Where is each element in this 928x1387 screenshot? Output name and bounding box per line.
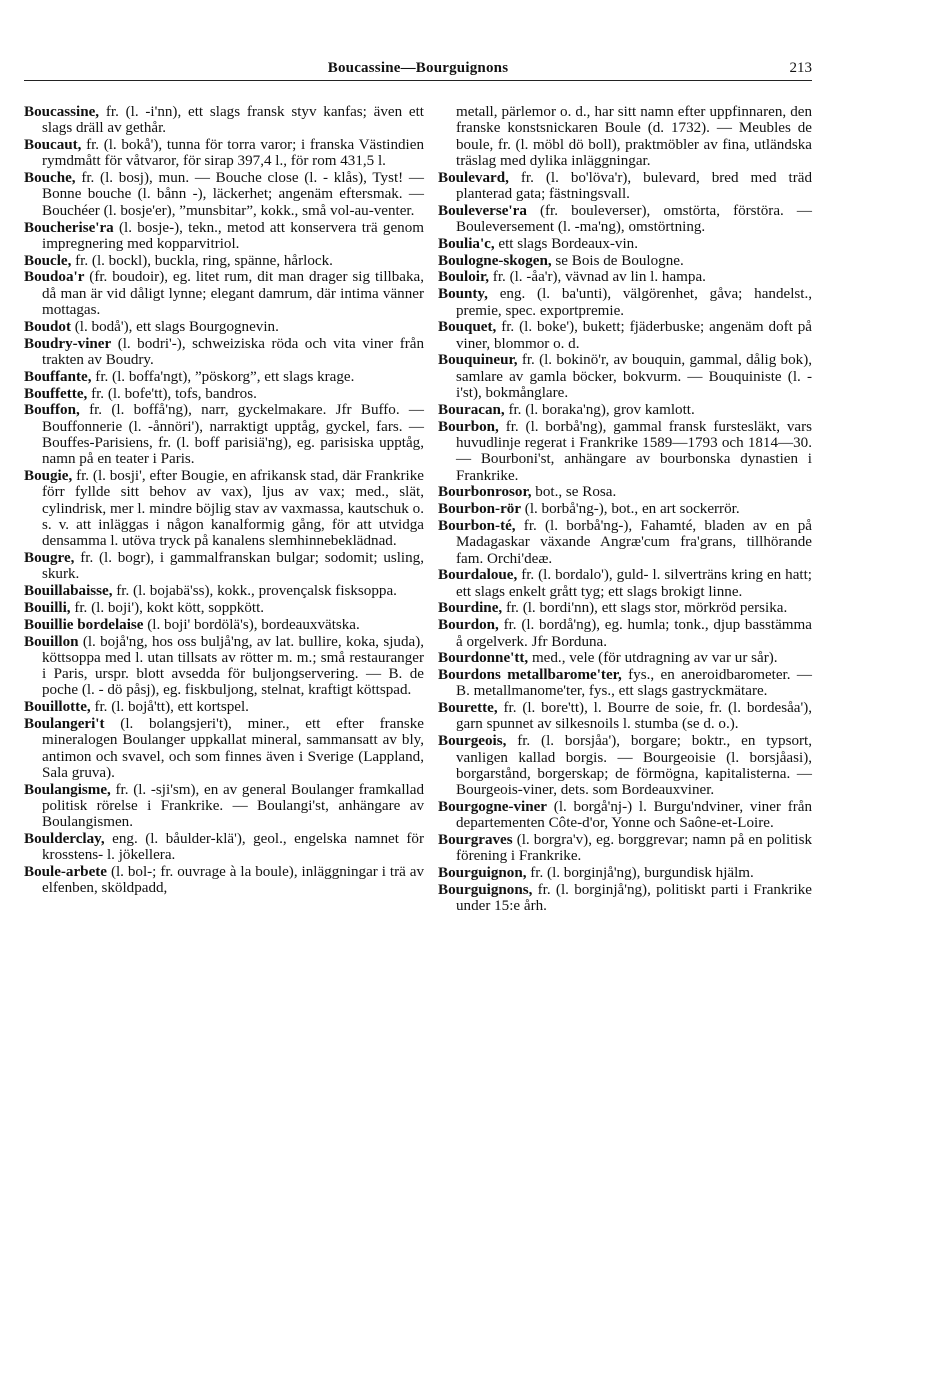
entry-headword: Bourgogne-viner [438,798,548,815]
entry-headword: Bouquineur, [438,352,518,369]
entry-definition: fr. (l. boji'), kokt kött, soppkött. [70,599,265,616]
entry-definition: (l. bolangsjeri't), miner., ett efter franske mineralogen Boulanger uppkallat mineral, sammansatt av bly, antimon och svavel, och som finnes även i Sverige (Lappland, Sala gruva). [42,715,424,781]
dictionary-entry [438,667,812,700]
entry-headword: Bourguignons, [438,881,533,898]
dictionary-entry [438,402,812,418]
entry-definition: fr. (l. bogr), i gammalfranskan bulgar; sodomit; usling, skurk. [42,550,424,583]
entry-definition: fr. (l. bore'tt), l. Bourre de soie, fr. (l. bordesåa'), garn spunnet av silkesnoils l. stumba (se d. o.). [456,700,812,733]
entry-definition: fr. (l. borginjå'ng), burgundisk hjälm. [526,865,754,882]
entry-headword: Bourette, [438,700,498,717]
entry-definition: fr. (l. -sji'sm), en av general Boulanger framkallad politisk rörelse i Frankrike. — Boulangi'st, anhängare av Boulangismen. [42,781,424,831]
entry-definition: (l. borbå'ng-), bot., en art sockerrör. [521,501,740,518]
dictionary-entry [24,104,424,137]
dictionary-entry [24,170,424,219]
entry-definition: fr. (l. bosji', efter Bougie, en afrikansk stad, där Frankrike förr fyllde sitt behov av vax), ljus av vax; med., slät, cylindrisk, mer l. mindre böjlig stav av vaxmassa, kautschuk o. s. v. att inläggas i någon kanalformig gång, för att utvidga densamma l. utöva tryck på kanalens slemhinnebeklädnad. [42,468,424,550]
dictionary-entry [438,567,812,600]
entry-headword: Boucaut, [24,137,82,154]
entry-definition: fr. (l. borbå'ng), gammal fransk furstesläkt, vars huvudlinje regerat i Frankrike 1589—1793 och 1814—30. — Bourboni'st, anhängare av bourbonska dynastien i Frankrike. [456,418,812,484]
entry-headword: Boulderclay, [24,831,105,848]
running-title: Boucassine—Bourguignons [327,60,509,76]
entry-definition: fr. (l. bosj), mun. — Bouche close (l. - klås), Tyst! — Bonne bouche (l. bånn -), läckerhet; angenäm eftersmak. — Bouchéer (l. bosje'er), ”munsbitar”, kokk., små vol-au-venter. [42,170,424,219]
entry-headword: Boudoa'r [24,269,85,286]
entry-headword: Boule-arbete [24,864,107,881]
entry-headword: Bourdon, [438,617,499,634]
dictionary-entry [24,336,424,369]
entry-definition: fr. (l. bofe'tt), tofs, bandros. [87,385,257,402]
entry-definition: bot., se Rosa. [531,484,617,501]
entry-headword: Boucassine, [24,104,100,120]
entry-definition: fr. (l. boke'), bukett; fjäderbuske; angenäm doft på viner, blommor o. d. [456,319,812,352]
dictionary-entry [24,831,424,864]
entry-headword: Bougie, [24,468,73,485]
entry-headword: Boucle, [24,252,72,269]
entry-definition: (l. bol-; fr. ouvrage à la boule), inläggningar i trä av elfenben, sköldpadd, [42,864,424,897]
dictionary-entry [438,484,812,500]
entry-definition: fr. (l. -åa'r), vävnad av lin l. hampa. [489,269,706,286]
entry-headword: Bouilli, [24,599,71,616]
entry-definition: (l. bodå'), ett slags Bourgognevin. [70,318,279,335]
entry-definition: fr. (l. boraka'ng), grov kamlott. [504,401,695,418]
dictionary-entry [24,617,424,633]
entry-headword: Boudry-viner [24,335,112,352]
entry-definition: fr. (l. bo'löva'r), bulevard, bred med träd planterad gata; fästningsvall. [456,169,812,202]
entry-headword: Boucherise'ra [24,219,114,236]
dictionary-entry [24,369,424,385]
entry-headword: Boulia'c, [438,235,495,252]
entry-headword: Bouillotte, [24,699,91,716]
entry-definition: (l. bojå'ng, hos oss buljå'ng, av lat. bullire, koka, sjuda), köttsoppa med l. utan tillsats av rötter m. m.; små restauranger i Paris, urspr. blott avsedda för buljongservering. — B. de poche (l. - dö påsj), eg. fiskbuljong, stelnat, kraftigt köttspad. [42,633,424,699]
entry-headword: Bourbonrosor, [438,484,532,501]
entry-definition: fr. (l. borbå'ng-), Fahamté, bladen av en på Madagaskar växande Angræ'cum fra'grans, tillhörande fam. Orchi'deæ. [456,517,812,567]
dictionary-entry [438,269,812,285]
dictionary-entry [24,319,424,335]
entry-headword: Bouillon [24,633,79,650]
entry-definition: (l. bodri'-), schweiziska röda och vita viner från trakten av Boudry. [42,335,424,368]
entry-headword: Bouffette, [24,385,88,402]
entry-definition: fr. (l. -i'nn), ett slags fransk styv kanfas; även ett slags dräll av gethår. [42,104,424,137]
dictionary-entry [438,286,812,319]
dictionary-entry [438,832,812,865]
dictionary-entry [24,253,424,269]
dictionary-entry [24,864,424,897]
entry-headword: Bourbon, [438,418,499,435]
entry-definition: eng. (l. ba'unti), välgörenhet, gåva; handelst., premie, spec. exportpremie. [456,286,812,319]
dictionary-entry [438,600,812,616]
entry-headword: Bourdons metallbarome'ter, [438,667,622,684]
entry-headword: Bounty, [438,286,488,303]
entry-definition: (l. boji' bordölä's), bordeauxvätska. [143,616,360,633]
dictionary-entry [438,236,812,252]
entry-headword: Bourdonne'tt, [438,650,529,667]
dictionary-entry [438,700,812,733]
dictionary-entry [24,220,424,253]
dictionary-entry [438,518,812,567]
dictionary-entry [24,716,424,781]
entry-definition: fr. (l. bordi'nn), ett slags stor, mörkröd persika. [502,600,788,617]
entry-definition: (l. bosje-), tekn., metod att konservera trä genom impregnering med kopparvitriol. [42,219,424,252]
entry-definition: fr. (l. bojå'tt), ett kortspel. [90,699,249,716]
dictionary-entry [24,782,424,831]
entry-headword: Bourbon-rör [438,501,522,518]
entry-headword: Boulevard, [438,169,509,186]
left-column [24,104,424,897]
dictionary-entry [438,104,812,169]
dictionary-entry [438,203,812,236]
entry-definition: (l. borgå'nj-) l. Burgu'ndviner, viner från departementen Côte-d'or, Yonne och Saône-et-Loire. [456,798,812,832]
dictionary-entry [438,352,812,401]
dictionary-entry [438,617,812,650]
dictionary-entry [24,402,424,467]
entry-definition: (fr. boudoir), eg. litet rum, dit man drager sig tillbaka, då man är vid dåligt lynne; elegant damrum, där intima vänner mottagas. [42,269,424,319]
dictionary-entry [438,865,812,881]
entry-headword: Bouillabaisse, [24,583,113,600]
entry-headword: Bouleverse'ra [438,202,527,219]
entry-definition: eng. (l. båulder-klä'), geol., engelska namnet för krosstens- l. jökellera. [42,831,424,864]
entry-headword: Boulangeri't [24,715,105,732]
entry-headword: Bourdine, [438,600,503,617]
entry-headword: Bourguignon, [438,865,527,882]
dictionary-entry [24,550,424,583]
dictionary-entry [24,634,424,699]
entry-headword: Bouquet, [438,319,497,336]
dictionary-entry [438,650,812,666]
dictionary-entry [438,799,812,832]
entry-definition: fr. (l. borginjå'ng), politiskt parti i Frankrike under 15:e årh. [456,881,812,915]
entry-definition: (l. borgra'v), eg. borggrevar; namn på en politisk förening i Frankrike. [456,832,812,865]
dictionary-entry [438,501,812,517]
dictionary-entry [438,319,812,352]
entry-headword: Bouracan, [438,401,505,418]
dictionary-entry [24,699,424,715]
entry-definition: med., vele (för utdragning av var ur sår). [528,650,778,667]
entry-headword: Bourgraves [438,832,513,849]
entry-headword: Bourgeois, [438,733,507,750]
entry-definition: fr. (l. boffa'ngt), ”pöskorg”, ett slags krage. [91,368,355,385]
dictionary-entry [24,386,424,402]
dictionary-entry [24,600,424,616]
entry-definition: fr. (l. boffå'ng), narr, gyckelmakare. Jfr Buffo. — Bouffonnerie (l. -ånnöri'), narraktigt upptåg, gyckel, fars. — Bouffes-Parisiens, fr. (l. boff parisiä'ng), eg. parisiska upptåg, namn på en teater i Paris. [42,402,424,468]
dictionary-entry [24,583,424,599]
entry-headword: Boulogne-skogen, [438,252,552,269]
entry-definition: (fr. bouleverser), omstörta, förstöra. — Bouleversement (l. -ma'ng), omstörtning. [456,202,812,236]
entry-definition: se Bois de Boulogne. [551,252,684,269]
entry-headword: Bouffante, [24,368,92,385]
right-column [438,104,812,915]
entry-headword: Bourdaloue, [438,567,518,584]
entry-definition: fr. (l. bordalo'), guld- l. silverträns kring en hatt; ett slags enkelt grått tyg; ett slags brokigt linne. [456,567,812,600]
entry-definition: fr. (l. bokinö'r, av bouquin, gammal, dålig bok), samlare av gamla böcker, bokvurm. — Bouquiniste (l. -i'st), bokmånglare. [456,352,812,402]
entry-headword: Bougre, [24,550,75,567]
entry-definition: fr. (l. bockl), buckla, ring, spänne, hårlock. [71,252,333,269]
entry-headword: Boulangisme, [24,781,111,798]
entry-definition: ett slags Bordeaux-vin. [494,235,638,252]
dictionary-entry [438,733,812,798]
dictionary-entry [24,137,424,170]
entry-headword: Bourbon-té, [438,517,516,534]
entry-headword: Bouffon, [24,402,80,419]
entry-definition: metall, pärlemor o. d., har sitt namn efter uppfinnaren, den franske konstsnickaren Boule (d. 1732). — Meubles de boule, fr. (l. möbl dö boll), praktmöbler av fina, utländska träslag med dylika inläggningar. [456,104,812,169]
entry-headword: Bouloir, [438,269,490,286]
dictionary-entry [438,170,812,203]
dictionary-entry [438,253,812,269]
entry-definition: fr. (l. borsjåa'), borgare; boktr., en typsort, vanligen kallad borgis. — Bourgeoisie (l. borsjåasi), borgarstånd, borgerskap; de förmögna, kapitalisterna. — Bourgeois-viner, dets. som Bordeauxviner. [456,733,812,799]
entry-definition: fr. (l. bojabä'ss), kokk., provençalsk fisksoppa. [112,583,397,600]
entry-headword: Bouche, [24,170,76,187]
dictionary-entry [24,468,424,549]
dictionary-entry [24,269,424,318]
page-number: 213 [789,60,812,76]
entry-headword: Bouillie bordelaise [24,616,144,633]
entry-definition: fr. (l. bokå'), tunna för torra varor; i franska Västindien rymdmått för våtvaror, för sirap 397,4 l., för rom 431,5 l. [42,137,424,170]
page-header [24,58,812,81]
entry-definition: fys., en aneroidbarometer. — B. metallmanome'ter, fys., ett slags gastryckmätare. [456,667,812,700]
dictionary-entry [438,419,812,484]
entry-definition: fr. (l. bordå'ng), eg. humla; tonk., djup basstämma å orgelverk. Jfr Borduna. [456,617,812,650]
entry-headword: Boudot [24,318,71,335]
dictionary-entry [438,882,812,915]
